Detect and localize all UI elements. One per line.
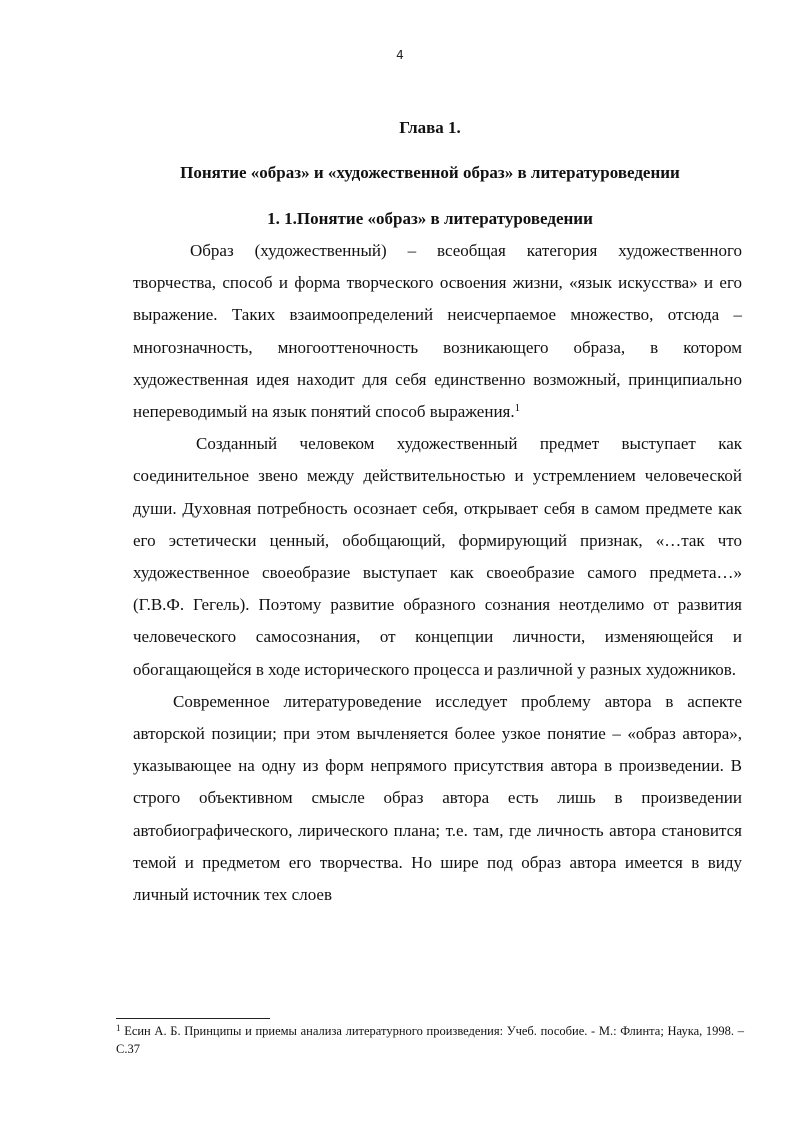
paragraph-1-text: Образ (художественный) – всеобщая категория художественного творчества, способ и форма творческого освоения жизни, «язык искусства» и его выражение. Таких взаимоопределений неисчерпаемое множество, отсюда – многозначность, многооттеночность возникающего образа, в котором художественная идея находит для себя единственно возможный, принципиально непереводимый на язык понятий способ выражения.	[133, 241, 742, 422]
paragraph-3: Современное литературоведение исследует проблему автора в аспекте авторской позиции; при этом вычленяется более узкое понятие – «образ автора», указывающее на одну из форм непрямого присутствия автора в произведении. В строго объективном смысле образ автора есть лишь в произведении автобиографического, лирического плана; т.е. там, где личность автора становится темой и предметом его творчества. Но шире под образ автора имеется в виду личный источник тех слоев	[133, 691, 742, 905]
footnote-marker: 1	[116, 1023, 121, 1033]
body-text	[133, 235, 742, 911]
paragraph-1	[133, 235, 742, 428]
footnote-reference[interactable]: 1	[514, 402, 521, 415]
chapter-heading: Глава 1.	[399, 118, 461, 137]
footnote-separator	[116, 1018, 270, 1019]
section-title: 1. 1.Понятие «образ» в литературоведении	[267, 209, 593, 228]
page-number: 4	[396, 48, 404, 62]
footnote-text: Есин А. Б. Принципы и приемы анализа литературного произведения: Учеб. пособие. - М.: Флинта; Наука, 1998. – С.37	[116, 1024, 744, 1056]
chapter-title: Понятие «образ» и «художественной образ» в литературоведении	[180, 163, 680, 182]
paragraph-2: Созданный человеком художественный предмет выступает как соединительное звено между действительностью и устремлением человеческой души. Духовная потребность осознает себя, открывает себя в самом предмете как его эстетически ценный, обобщающий, формирующий признак, «…так что художественное своеобразие выступает как своеобразие самого предмета…» (Г.В.Ф. Гегель). Поэтому развитие образного сознания неотделимо от развития человеческого самосознания, от концепции личности, изменяющейся и обогащающейся в ходе исторического процесса и различной у разных художников.	[133, 434, 742, 679]
footnote	[116, 1022, 744, 1058]
